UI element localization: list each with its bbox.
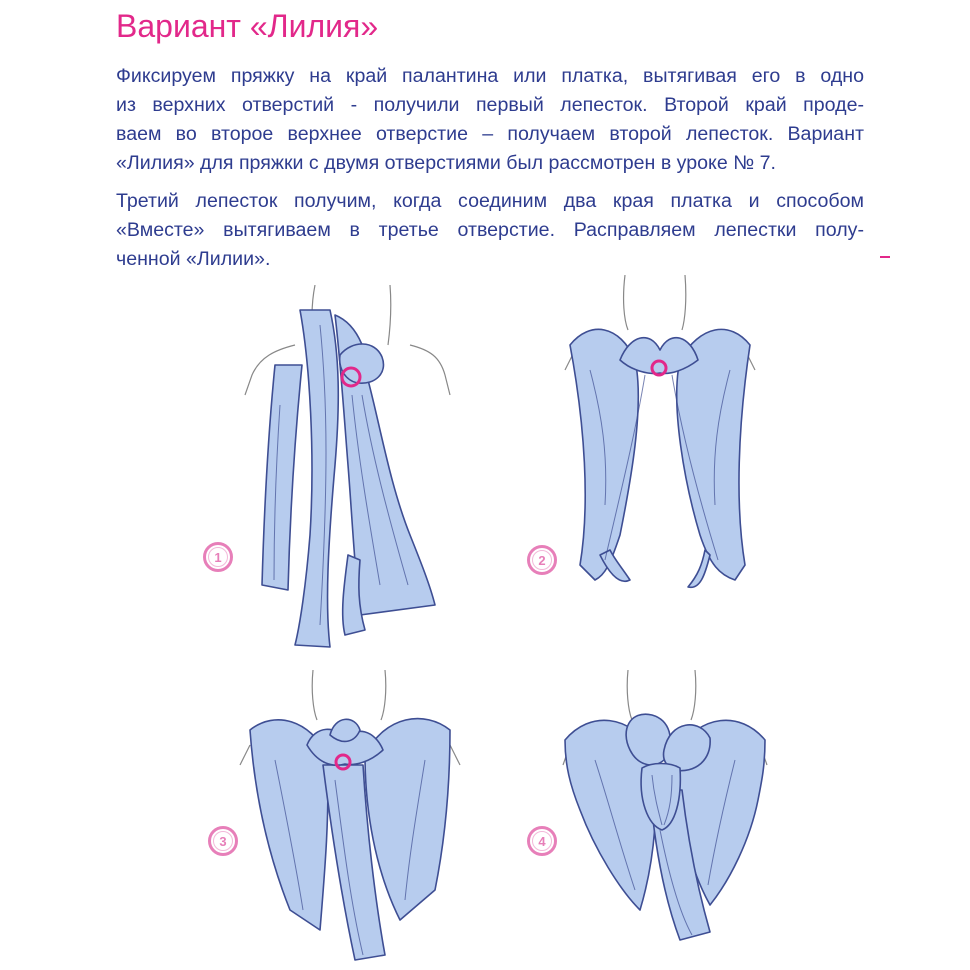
text-line: Третий лепесток получим, когда соединим два края платка и способом	[116, 190, 864, 212]
step-2-badge: 2	[527, 545, 557, 575]
text-line: ченной «Лилии».	[116, 248, 271, 270]
text-line: Фиксируем пряжку на край палантина или платка, вытягивая его в одно	[116, 65, 864, 87]
step-3-badge: 3	[208, 826, 238, 856]
step-4-badge: 4	[527, 826, 557, 856]
instruction-paragraph-2	[116, 187, 864, 274]
step-1-illustration	[240, 285, 470, 650]
step-1-badge: 1	[203, 542, 233, 572]
step-2-illustration	[560, 275, 760, 600]
decorative-dash	[880, 256, 890, 258]
text-line: из верхних отверстий - получили первый лепесток. Второй край проде-	[116, 94, 864, 116]
page-title: Вариант «Лилия»	[116, 8, 379, 44]
step-4-illustration	[560, 670, 770, 950]
step-3-illustration	[235, 670, 465, 965]
instruction-paragraph-1	[116, 62, 864, 178]
text-line: «Лилия» для пряжки с двумя отверстиями был рассмотрен в уроке № 7.	[116, 152, 776, 174]
text-line: ваем во второе верхнее отверстие – получаем второй лепесток. Вариант	[116, 123, 864, 145]
text-line: «Вместе» вытягиваем в третье отверстие. Расправляем лепестки полу-	[116, 219, 864, 241]
